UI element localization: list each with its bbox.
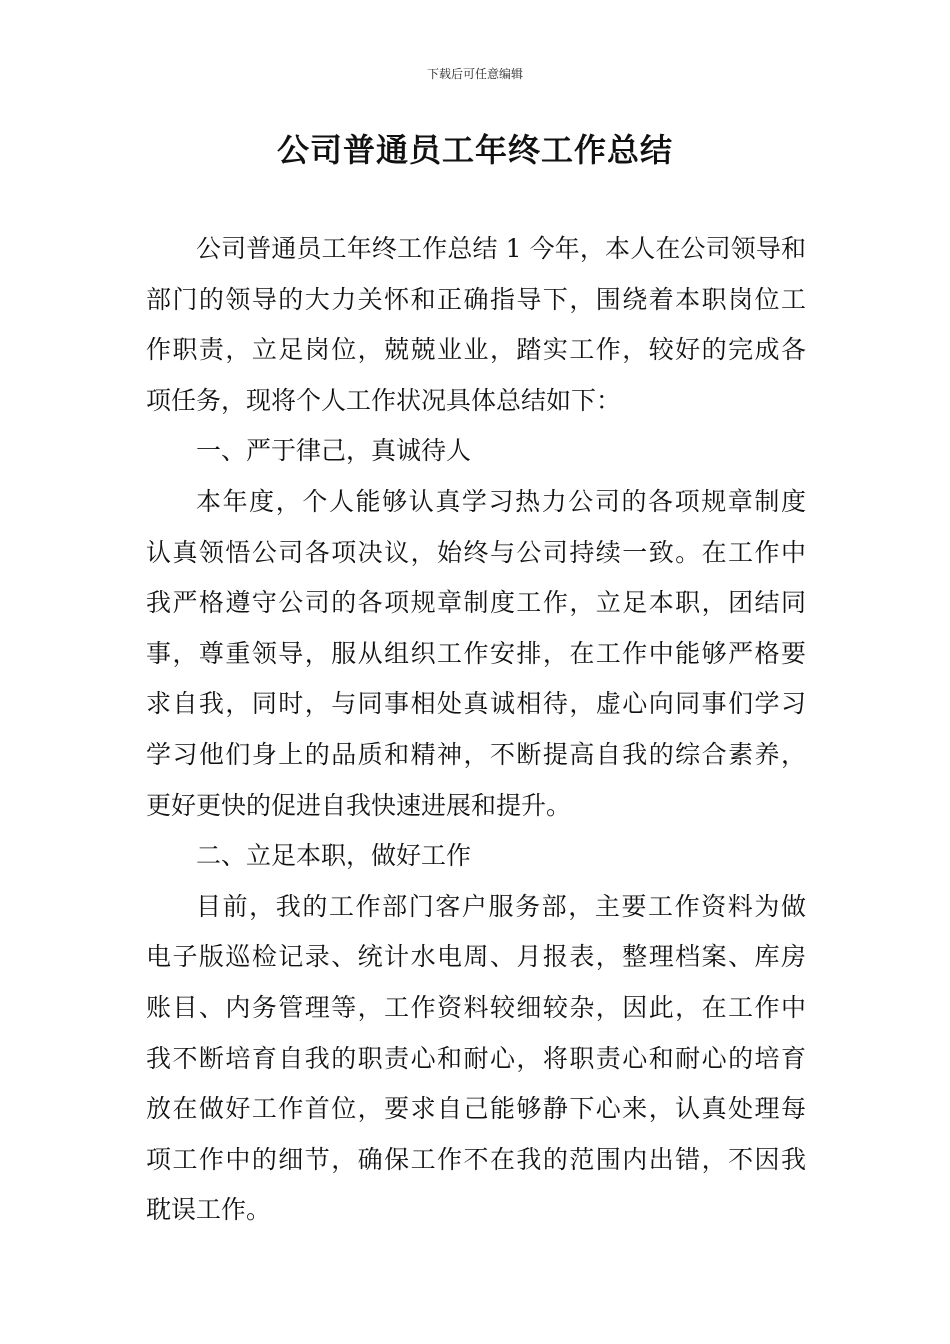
document-body [146, 224, 806, 1236]
section-heading: 一、严于律己，真诚待人 [196, 436, 472, 466]
body-line: 公司普通员工年终工作总结 1 今年，本人在公司领导和 [196, 234, 806, 263]
body-line: 项任务，现将个人工作状况具体总结如下： [146, 385, 622, 415]
document-title: 公司普通员工年终工作总结 [276, 131, 673, 169]
body-line: 认真领悟公司各项决议，始终与公司持续一致。在工作中 [146, 537, 806, 567]
body-line: 更好更快的促进自我快速进展和提升。 [146, 790, 572, 820]
body-line: 我不断培育自我的职责心和耐心，将职责心和耐心的培育 [146, 1043, 806, 1073]
body-line: 账目、内务管理等，工作资料较细较杂，因此，在工作中 [146, 992, 806, 1022]
body-line: 耽误工作。 [146, 1195, 272, 1225]
body-line: 我严格遵守公司的各项规章制度工作，立足本职，团结同 [146, 588, 806, 618]
body-line: 项工作中的细节，确保工作不在我的范围内出错，不因我 [146, 1144, 806, 1174]
body-line: 事，尊重领导，服从组织工作安排，在工作中能够严格要 [146, 638, 806, 668]
body-line: 求自我，同时，与同事相处真诚相待，虚心向同事们学习 [146, 689, 806, 719]
body-line: 电子版巡检记录、统计水电周、月报表，整理档案、库房 [146, 942, 806, 972]
body-line: 部门的领导的大力关怀和正确指导下，围绕着本职岗位工 [146, 284, 806, 314]
body-line: 学习他们身上的品质和精神，不断提高自我的综合素养， [146, 739, 806, 769]
body-line: 本年度，个人能够认真学习热力公司的各项规章制度 [196, 486, 806, 516]
body-line: 作职责，立足岗位，兢兢业业，踏实工作，较好的完成各 [146, 335, 806, 365]
body-line: 目前，我的工作部门客户服务部，主要工作资料为做 [196, 891, 806, 921]
body-line: 放在做好工作首位，要求自己能够静下心来，认真处理每 [146, 1094, 806, 1124]
section-heading: 二、立足本职，做好工作 [196, 841, 472, 871]
header-note: 下载后可任意编辑 [426, 67, 523, 81]
